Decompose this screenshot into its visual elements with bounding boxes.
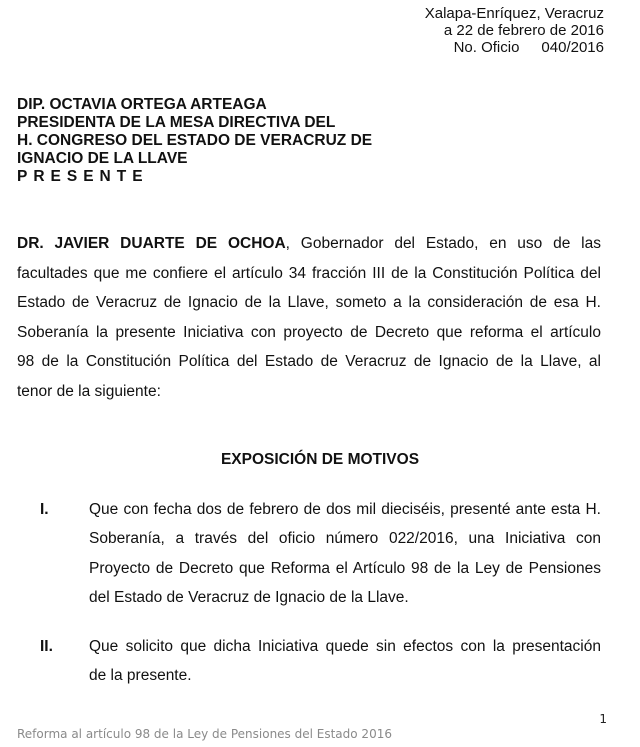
addressee-line-2: PRESIDENTA DE LA MESA DIRECTIVA DEL [17, 114, 336, 131]
intro-line-6: tenor de la siguiente: [17, 383, 161, 400]
footer-text: Reforma al artículo 98 de la Ley de Pensiones del Estado 2016 [17, 727, 392, 741]
item-2-line-1: Que solicito que dicha Iniciativa quede sin efectos con la presentación [89, 638, 601, 655]
intro-line-4: Soberanía la presente Iniciativa con proyecto de Decreto que reforma el artículo [17, 324, 601, 341]
item-2-line-2: de la presente. [89, 667, 192, 684]
section-title: EXPOSICIÓN DE MOTIVOS [220, 451, 420, 468]
intro-line-2: facultades que me confiere el artículo 34 fracción III de la Constitución Política del [17, 265, 601, 282]
oficio-label: No. Oficio [453, 39, 520, 56]
intro-line-1 [17, 235, 601, 253]
item-numeral: II. [40, 638, 53, 655]
item-1-line-1: Que con fecha dos de febrero de dos mil dieciséis, presenté ante esta H. [89, 501, 601, 518]
oficio-number: 040/2016 [541, 39, 604, 56]
page-number: 1 [599, 712, 607, 726]
header-oficio [454, 39, 604, 56]
intro-line-1-rest: , Gobernador del Estado, en uso de las [285, 235, 601, 252]
addressee-line-3: H. CONGRESO DEL ESTADO DE VERACRUZ DE [17, 132, 373, 149]
item-1-line-3: Proyecto de Decreto que Reforma el Artículo 98 de la Ley de Pensiones [89, 560, 601, 577]
intro-line-5: 98 de la Constitución Política del Estado de Veracruz de Ignacio de la Llave, al [17, 353, 601, 370]
addressee-presente: PRESENTE [17, 168, 149, 185]
addressee-line-4: IGNACIO DE LA LLAVE [17, 150, 188, 167]
header-date: a 22 de febrero de 2016 [443, 22, 604, 39]
item-1-line-2: Soberanía, a través del oficio número 022/2016, una Iniciativa con [89, 530, 601, 547]
item-numeral: I. [40, 501, 49, 518]
intro-line-3: Estado de Veracruz de Ignacio de la Llave, someto a la consideración de esa H. [17, 294, 601, 311]
item-1-line-4: del Estado de Veracruz de Ignacio de la Llave. [89, 589, 409, 606]
sender-name: DR. JAVIER DUARTE DE OCHOA [17, 235, 286, 252]
header-place: Xalapa-Enríquez, Veracruz [424, 5, 604, 22]
addressee-line-1: DIP. OCTAVIA ORTEGA ARTEAGA [17, 96, 267, 113]
